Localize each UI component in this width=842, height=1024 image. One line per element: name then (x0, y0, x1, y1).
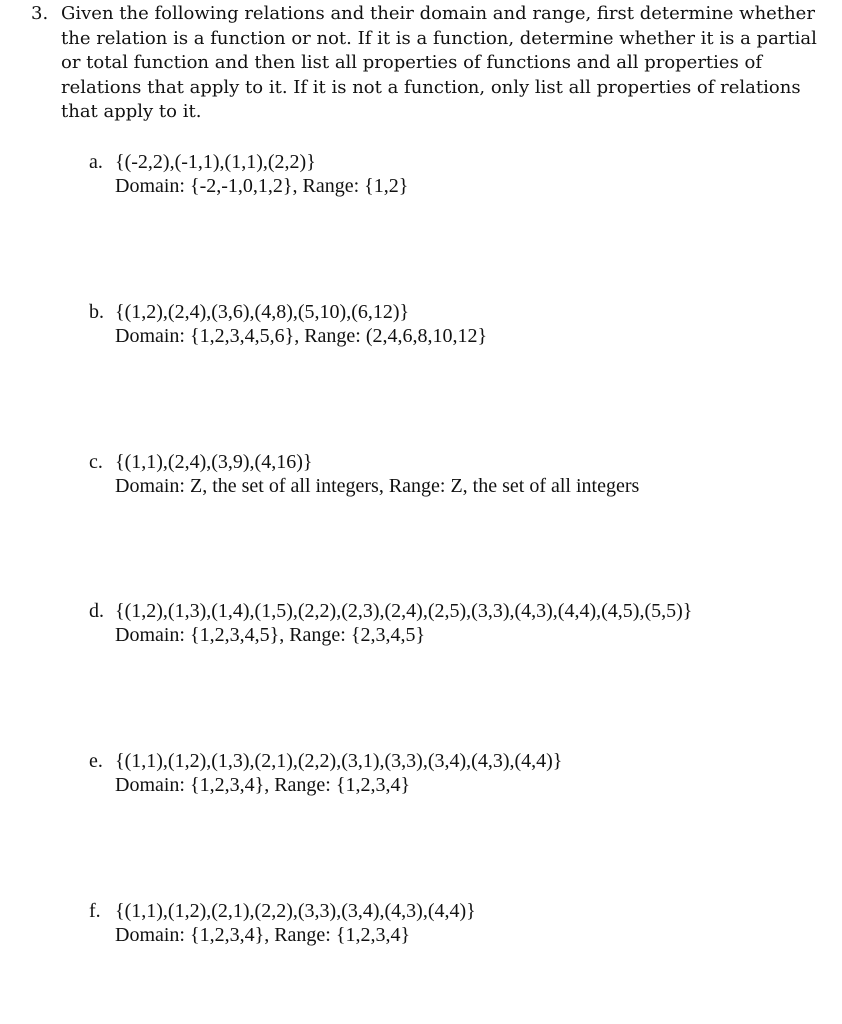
relation-set: {(1,1),(1,2),(1,3),(2,1),(2,2),(3,1),(3,3),(3,4),(4,3),(4,4)} (115, 750, 563, 772)
list-item-c (89, 450, 829, 498)
item-letter: d. (89, 600, 104, 622)
list-item-b (89, 300, 829, 348)
list-item-f (89, 899, 829, 947)
list-item-d (89, 599, 829, 647)
item-letter: a. (89, 151, 103, 173)
relation-set: {(1,1),(2,4),(3,9),(4,16)} (115, 451, 313, 473)
item-letter: c. (89, 451, 103, 473)
item-letter: f. (89, 900, 101, 922)
domain-range: Domain: {1,2,3,4}, Range: {1,2,3,4} (115, 774, 411, 796)
domain-range: Domain: {1,2,3,4,5,6}, Range: (2,4,6,8,10,12} (115, 325, 488, 347)
list-item-e (89, 749, 829, 797)
relation-set: {(-2,2),(-1,1),(1,1),(2,2)} (115, 151, 316, 173)
domain-range: Domain: Z, the set of all integers, Range: Z, the set of all integers (115, 475, 640, 497)
item-letter: b. (89, 301, 104, 323)
domain-range: Domain: {-2,-1,0,1,2}, Range: {1,2} (115, 175, 409, 197)
question-number: 3. (31, 3, 49, 24)
relation-set: {(1,2),(2,4),(3,6),(4,8),(5,10),(6,12)} (115, 301, 410, 323)
domain-range: Domain: {1,2,3,4}, Range: {1,2,3,4} (115, 924, 411, 946)
item-letter: e. (89, 750, 103, 772)
relation-set: {(1,2),(1,3),(1,4),(1,5),(2,2),(2,3),(2,4),(2,5),(3,3),(4,3),(4,4),(4,5),(5,5)} (115, 600, 693, 622)
question-text: Given the following relations and their domain and range, first determine whether the relation is a function or not. If it is a function, determine whether it is a partial or total function and then list all properties of functions and all properties of relations that apply to it. If it is not a function, only list all properties of relations that apply to it. (61, 3, 817, 123)
relation-set: {(1,1),(1,2),(2,1),(2,2),(3,3),(3,4),(4,3),(4,4)} (115, 900, 476, 922)
list-item-a (89, 150, 829, 198)
question-block (31, 2, 831, 125)
domain-range: Domain: {1,2,3,4,5}, Range: {2,3,4,5} (115, 624, 426, 646)
